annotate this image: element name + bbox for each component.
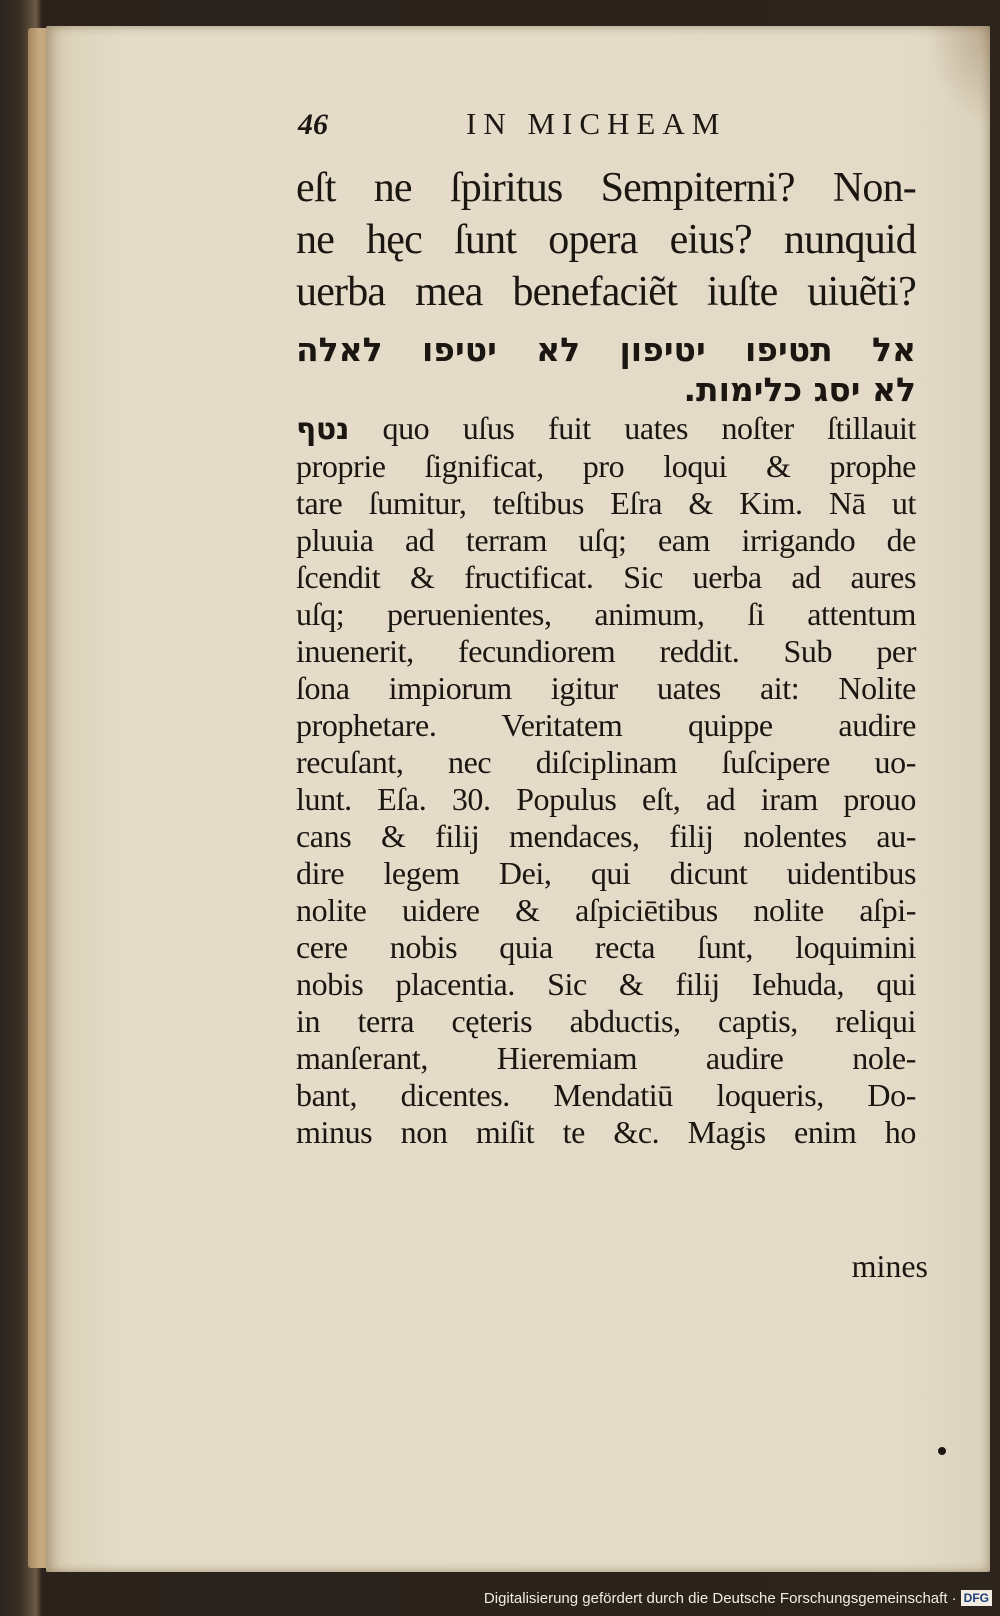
text-line: ne hęc ſunt opera eius? nunquid — [296, 217, 916, 263]
hebrew-verse-line: לא יסג כלימות. — [683, 370, 916, 409]
text-line: prophetare. Veritatem quippe audire — [296, 707, 916, 743]
margin-mark — [938, 1447, 946, 1455]
footer-credit — [484, 1586, 992, 1610]
page-stain — [926, 26, 990, 126]
running-head — [298, 104, 898, 154]
text-line: pluuia ad terram uſq; eam irrigando de — [296, 522, 916, 558]
page-number: 46 — [298, 108, 328, 141]
text-line — [296, 410, 916, 448]
text-line: manſerant, Hieremiam audire nole- — [296, 1040, 916, 1076]
footer-text: Digitalisierung gefördert durch die Deutsche Forschungsgemeinschaft · — [483, 1589, 957, 1607]
text-line: ſcendit & fructificat. Sic uerba ad aures — [296, 559, 916, 595]
text-line: ſona impiorum igitur uates ait: Nolite — [296, 670, 916, 706]
hebrew-keyword: נטף — [296, 412, 350, 447]
catchword: mines — [851, 1248, 928, 1284]
text-line-content: quo uſus fuit uates noſter ſtillauit — [382, 410, 916, 446]
main-text — [296, 162, 916, 1151]
text-line: in terra cęteris abductis, captis, reliqui — [296, 1003, 916, 1039]
running-title: IN MICHEAM — [466, 106, 727, 141]
text-line: uerba mea benefaciẽt iuſte uiuẽti? — [296, 269, 916, 315]
hebrew-verse-line: אל תטיפו יטיפון לא יטיפו לאלה — [296, 330, 916, 369]
text-line: lunt. Eſa. 30. Populus eſt, ad iram prouo — [296, 781, 916, 817]
text-line: dire legem Dei, qui dicunt uidentibus — [296, 855, 916, 891]
text-line: inuenerit, fecundiorem reddit. Sub per — [296, 633, 916, 669]
text-line: eſt ne ſpiritus Sempiterni? Non- — [296, 165, 916, 211]
text-line: nobis placentia. Sic & filij Iehuda, qui — [296, 966, 916, 1002]
text-line: uſq; peruenientes, animum, ſi attentum — [296, 596, 916, 632]
text-line: cere nobis quia recta ſunt, loquimini — [296, 929, 916, 965]
dfg-logo: DFG — [961, 1590, 992, 1606]
text-line: cans & filij mendaces, filij nolentes au- — [296, 818, 916, 854]
text-line: minus non miſit te &c. Magis enim ho — [296, 1114, 916, 1150]
text-line: nolite uidere & aſpiciētibus nolite aſpi- — [296, 892, 916, 928]
text-line: bant, dicentes. Mendatiū loqueris, Do- — [296, 1077, 916, 1113]
text-line: recuſant, nec diſciplinam ſuſcipere uo- — [296, 744, 916, 780]
text-line: tare ſumitur, teſtibus Eſra & Kim. Nā ut — [296, 485, 916, 521]
text-line: proprie ſignificat, pro loqui & prophe — [296, 448, 916, 484]
